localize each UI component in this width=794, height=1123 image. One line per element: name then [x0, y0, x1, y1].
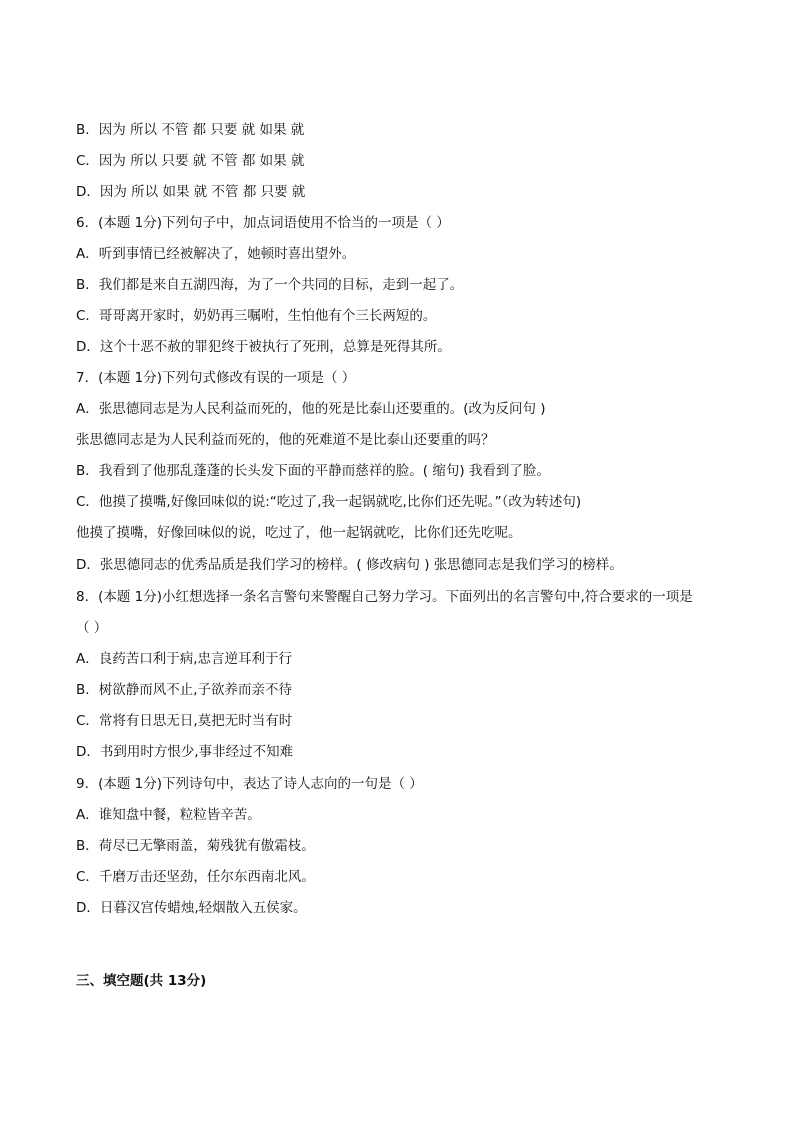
q6-stem: 6．(本题 1分)下列句子中，加点词语使用不恰当的一项是（ ）: [76, 215, 450, 231]
q6-option-d: D．这个十恶不赦的罪犯终于被执行了死刑，总算是死得其所。: [76, 339, 451, 355]
q6-option-a: A．听到事情已经被解决了，她顿时喜出望外。: [76, 246, 356, 262]
q9-option-c: C．千磨万击还坚劲，任尔东西南北风。: [76, 869, 315, 885]
q8-option-a: A．良药苦口利于病,忠言逆耳利于行: [76, 651, 293, 667]
q8-option-b: B．树欲静而风不止,子欲养而亲不待: [76, 682, 293, 698]
q8-option-c: C．常将有日思无日,莫把无时当有时: [76, 713, 293, 729]
q9-option-d: D．日暮汉宫传蜡烛,轻烟散入五侯家。: [76, 900, 307, 916]
q9-option-a: A．谁知盘中餐，粒粒皆辛苦。: [76, 807, 261, 823]
q9-stem: 9．(本题 1分)下列诗句中，表达了诗人志向的一句是（ ）: [76, 776, 423, 792]
q7-option-c-answer: 他摸了摸嘴，好像回味似的说，吃过了，他一起锅就吃，比你们还先吃呢。: [76, 525, 522, 541]
q6-option-c: C．哥哥离开家时，奶奶再三嘱咐，生怕他有个三长两短的。: [76, 308, 437, 324]
q7-option-d: D．张思德同志的优秀品质是我们学习的榜样。( 修改病句 ) 张思德同志是我们学习的榜样。: [76, 557, 623, 573]
q7-option-b: B．我看到了他那乱蓬蓬的长头发下面的平静而慈祥的脸。( 缩句) 我看到了脸。: [76, 463, 550, 479]
q7-option-c: C．他摸了摸嘴,好像回味似的说:“吃过了,我一起锅就吃,比你们还先呢。”（改为转述句): [76, 494, 582, 510]
q8-stem-paren: （ ）: [76, 620, 108, 636]
q7-option-a: A．张思德同志是为人民利益而死的，他的死是比泰山还要重的。(改为反问句 ): [76, 401, 546, 417]
q9-option-b: B．荷尽已无擎雨盖，菊残犹有傲霜枝。: [76, 838, 315, 854]
q8-option-d: D．书到用时方恨少,事非经过不知难: [76, 744, 294, 760]
q5-option-d: D．因为 所以 如果 就 不管 都 只要 就: [76, 184, 306, 200]
q5-option-b: B．因为 所以 不管 都 只要 就 如果 就: [76, 122, 305, 138]
q7-stem: 7．(本题 1分)下列句式修改有误的一项是（ ）: [76, 370, 356, 386]
q6-option-b: B．我们都是来自五湖四海，为了一个共同的目标，走到一起了。: [76, 277, 464, 293]
q8-stem: 8．(本题 1分)小红想选择一条名言警句来警醒自己努力学习。下面列出的名言警句中,符合要求的一项是: [76, 589, 693, 605]
q7-option-a-answer: 张思德同志是为人民利益而死的，他的死难道不是比泰山还要重的吗？: [76, 432, 495, 448]
q5-option-c: C．因为 所以 只要 就 不管 都 如果 就: [76, 153, 305, 169]
section-heading-fill-in: 三、填空题(共 13分): [76, 973, 207, 989]
